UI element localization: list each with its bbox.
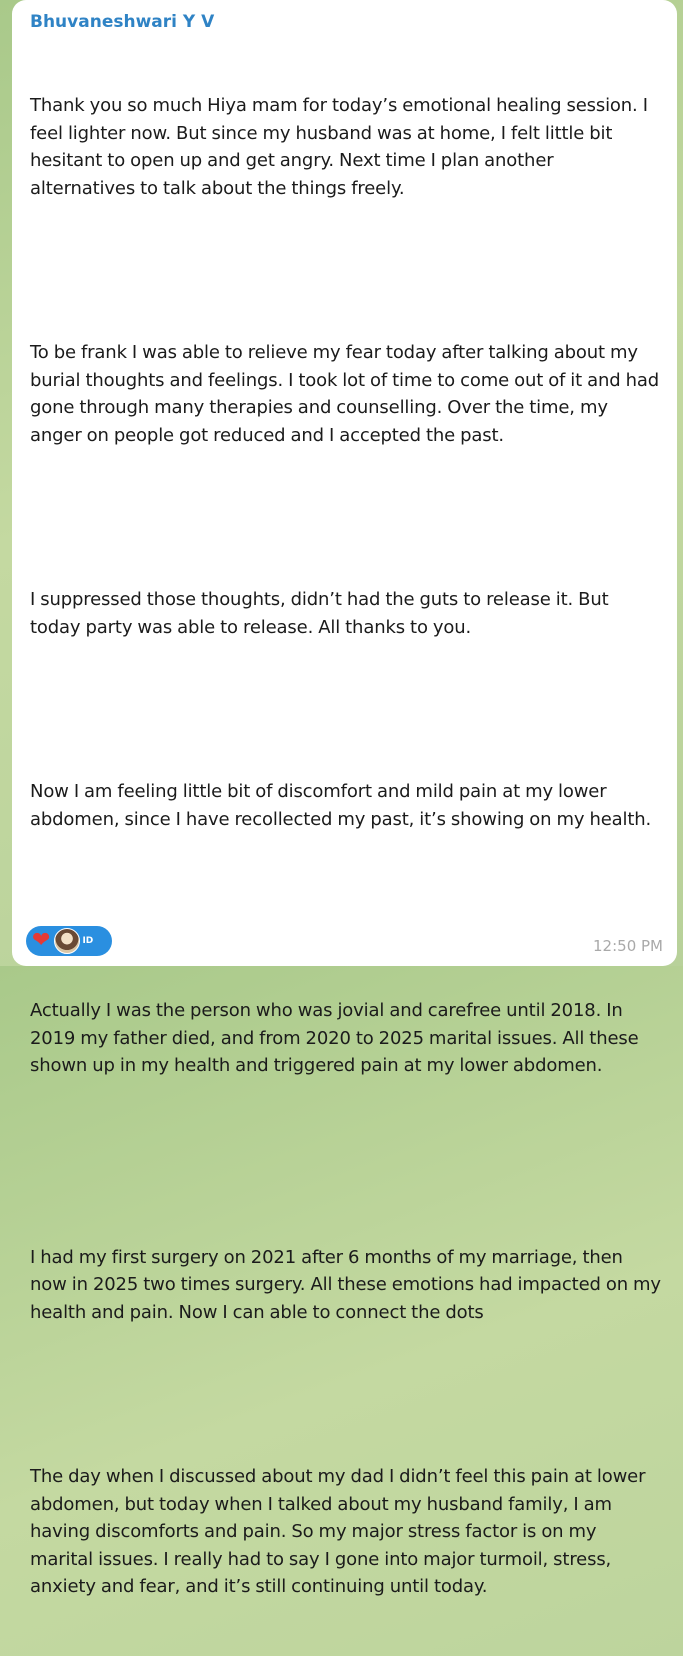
message-paragraph: Actually I was the person who was jovial and carefree until 2018. In 2019 my father died, and from 2020 to 2025 marital issues. All these shown up in my health and triggered pain at my lower abdomen.: [30, 1000, 644, 1076]
message-paragraph: To be frank I was able to relieve my fear today after talking about my burial thoughts and feelings. I took lot of time to come out of it and had gone through many therapies and counselling. Over the time, my anger on people got reduced and I accepted the past.: [30, 342, 665, 446]
message-bubble[interactable]: [12, 0, 677, 1597]
timestamp: 12:50 PM: [593, 937, 663, 955]
message-footer: [26, 924, 663, 956]
heart-icon: ❤: [32, 928, 51, 953]
avatar: [54, 928, 80, 954]
message-paragraph: I had my first surgery on 2021 after 6 months of my marriage, then now in 2025 two times surgery. All these emotions had impacted on my health and pain. Now I can able to connect the dots: [30, 1246, 667, 1323]
message-paragraph: I suppressed those thoughts, didn’t had the guts to release it. But today party was able to release. All thanks to you.: [30, 589, 614, 638]
message-paragraph: Now I am feeling little bit of discomfort and mild pain at my lower abdomen, since I have recollected my past, it’s showing on my health.: [30, 781, 652, 830]
message-text: [30, 37, 667, 1656]
reaction-user-initials: ID: [82, 936, 94, 946]
message-paragraph: Thank you so much Hiya mam for today’s emotional healing session. I feel lighter now. But since my husband was at home, I felt little bit hesitant to open up and get angry. Next time I plan another alternatives to talk about the things freely.: [30, 95, 653, 199]
message-paragraph: The day when I discussed about my dad I didn’t feel this pain at lower abdomen, but today when I talked about my husband family, I am having discomforts and pain. So my major stress factor is on my marital issues. I really had to say I gone into major turmoil, stress, anxiety and fear, and it’s still continuing until today.: [30, 1466, 651, 1597]
sender-name[interactable]: Bhuvaneshwari Y V: [30, 12, 215, 32]
reaction-chip[interactable]: [26, 926, 112, 956]
